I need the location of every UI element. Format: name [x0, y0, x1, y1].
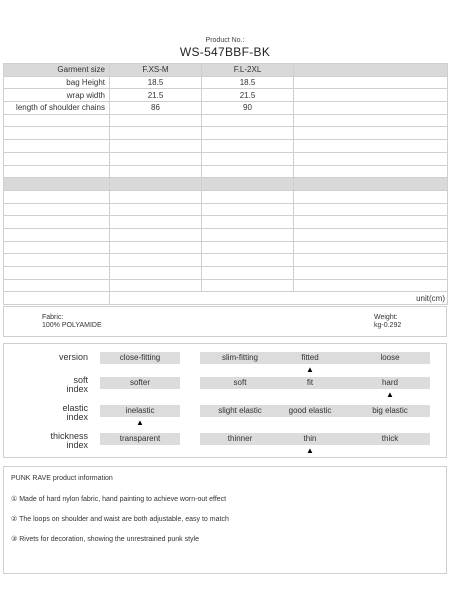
selected-triangle-icon: ▲	[386, 390, 394, 399]
fabric-label: Fabric:	[42, 314, 64, 321]
measurement-value: 18.5	[110, 76, 202, 89]
empty-cell	[110, 178, 202, 191]
attribute-label: version	[58, 352, 88, 362]
empty-cell	[202, 127, 294, 140]
table-row-empty	[4, 241, 448, 254]
empty-cell	[110, 165, 202, 178]
empty-cell	[294, 254, 448, 267]
empty-cell	[294, 178, 448, 191]
empty-cell	[4, 254, 110, 267]
empty-cell	[110, 228, 202, 241]
size-table-header: Garment size	[4, 64, 110, 77]
attribute-option: loose	[350, 352, 430, 364]
empty-cell	[4, 127, 110, 140]
empty-cell	[4, 178, 110, 191]
attribute-label: soft index	[66, 375, 88, 394]
empty-cell	[110, 254, 202, 267]
attribute-label: thickness index	[50, 431, 88, 450]
unit-row	[4, 292, 448, 305]
attribute-option: fit	[270, 377, 350, 389]
empty-cell	[202, 254, 294, 267]
empty-cell	[4, 216, 110, 229]
weight-info	[374, 314, 401, 330]
table-row	[4, 102, 448, 115]
empty-cell	[4, 228, 110, 241]
table-row-empty	[4, 152, 448, 165]
table-row-empty	[4, 203, 448, 216]
product-info-item: ③ Rivets for decoration, showing the unrestrained punk style	[11, 536, 199, 543]
attribute-option: good elastic	[270, 405, 350, 417]
empty-cell	[202, 279, 294, 292]
empty-cell	[294, 241, 448, 254]
empty-cell	[202, 114, 294, 127]
empty-cell	[4, 279, 110, 292]
empty-cell	[202, 178, 294, 191]
empty-cell	[4, 190, 110, 203]
table-row-empty	[4, 279, 448, 292]
table-separator-row	[4, 178, 448, 191]
empty-cell	[294, 127, 448, 140]
table-row-empty	[4, 216, 448, 229]
empty-cell	[294, 165, 448, 178]
empty-cell	[4, 114, 110, 127]
table-row-empty	[4, 140, 448, 153]
empty-cell	[202, 241, 294, 254]
product-code: WS-547BBF-BK	[179, 45, 271, 59]
attribute-option: soft	[200, 377, 280, 389]
empty-cell	[294, 140, 448, 153]
weight-value: kg-0.292	[374, 322, 402, 329]
measurement-value: 21.5	[202, 89, 294, 102]
table-row-empty	[4, 165, 448, 178]
attribute-option: close-fitting	[100, 352, 180, 364]
empty-cell	[202, 152, 294, 165]
empty-cell	[294, 89, 448, 102]
measurement-name: length of shoulder chains	[4, 102, 110, 115]
attribute-option: transparent	[100, 433, 180, 445]
empty-cell	[110, 203, 202, 216]
empty-cell	[294, 267, 448, 280]
fabric-info	[42, 314, 102, 330]
empty-cell	[110, 241, 202, 254]
empty-cell	[294, 152, 448, 165]
empty-cell	[202, 228, 294, 241]
empty-cell	[294, 102, 448, 115]
product-info-item: ① Made of hard nylon fabric, hand painting to achieve worn-out effect	[11, 496, 227, 503]
empty-cell	[294, 76, 448, 89]
empty-cell	[294, 279, 448, 292]
empty-cell	[202, 216, 294, 229]
empty-cell	[294, 114, 448, 127]
empty-cell	[294, 203, 448, 216]
empty-cell	[110, 216, 202, 229]
fabric-value: 100% POLYAMIDE	[42, 322, 102, 329]
attribute-option: slight elastic	[200, 405, 280, 417]
table-row-empty	[4, 114, 448, 127]
size-table-header: F.L-2XL	[202, 64, 294, 77]
empty-cell	[202, 190, 294, 203]
attribute-option: thin	[270, 433, 350, 445]
product-info-item: ② The loops on shoulder and waist are both adjustable, easy to match	[11, 516, 229, 523]
empty-cell	[110, 279, 202, 292]
empty-cell	[110, 127, 202, 140]
attribute-row	[4, 402, 448, 428]
empty-cell	[4, 152, 110, 165]
measurement-value: 21.5	[110, 89, 202, 102]
empty-cell	[202, 267, 294, 280]
empty-cell	[202, 203, 294, 216]
empty-cell	[4, 241, 110, 254]
attribute-option: slim-fitting	[200, 352, 280, 364]
selected-triangle-icon: ▲	[306, 446, 314, 455]
table-row-empty	[4, 190, 448, 203]
product-number-label: Product No.:	[205, 37, 245, 44]
attribute-option: thick	[350, 433, 430, 445]
size-table-header: F.XS-M	[110, 64, 202, 77]
size-table-header-empty	[294, 64, 448, 77]
attribute-option: softer	[100, 377, 180, 389]
empty-cell	[294, 216, 448, 229]
unit-label: unit(cm)	[110, 292, 448, 305]
attribute-option: fitted	[270, 352, 350, 364]
product-info-box	[3, 466, 447, 574]
empty-cell	[4, 165, 110, 178]
table-row-empty	[4, 267, 448, 280]
empty-cell	[110, 190, 202, 203]
empty-cell	[4, 292, 110, 305]
empty-cell	[294, 190, 448, 203]
measurement-value: 90	[202, 102, 294, 115]
attribute-option: big elastic	[350, 405, 430, 417]
empty-cell	[202, 165, 294, 178]
attribute-option: hard	[350, 377, 430, 389]
measurement-name: bag Height	[4, 76, 110, 89]
size-table-header-row	[4, 64, 448, 77]
empty-cell	[4, 267, 110, 280]
empty-cell	[110, 114, 202, 127]
table-row	[4, 89, 448, 102]
table-row-empty	[4, 228, 448, 241]
product-info-title: PUNK RAVE product information	[11, 475, 113, 482]
table-row	[4, 76, 448, 89]
empty-cell	[110, 140, 202, 153]
measurement-name: wrap width	[4, 89, 110, 102]
attributes-box	[3, 343, 447, 458]
attribute-row	[4, 349, 448, 375]
attribute-option: inelastic	[100, 405, 180, 417]
table-row-empty	[4, 127, 448, 140]
measurement-value: 18.5	[202, 76, 294, 89]
selected-triangle-icon: ▲	[136, 418, 144, 427]
attribute-row	[4, 374, 448, 400]
selected-triangle-icon: ▲	[306, 365, 314, 374]
fabric-box	[3, 306, 447, 337]
weight-label: Weight:	[374, 314, 398, 321]
attribute-label: elastic index	[62, 403, 88, 422]
attribute-row	[4, 430, 448, 456]
empty-cell	[202, 140, 294, 153]
empty-cell	[294, 228, 448, 241]
empty-cell	[110, 267, 202, 280]
table-row-empty	[4, 254, 448, 267]
size-table	[3, 63, 448, 305]
empty-cell	[4, 140, 110, 153]
empty-cell	[4, 203, 110, 216]
empty-cell	[110, 152, 202, 165]
product-header	[0, 36, 450, 59]
attribute-option: thinner	[200, 433, 280, 445]
measurement-value: 86	[110, 102, 202, 115]
